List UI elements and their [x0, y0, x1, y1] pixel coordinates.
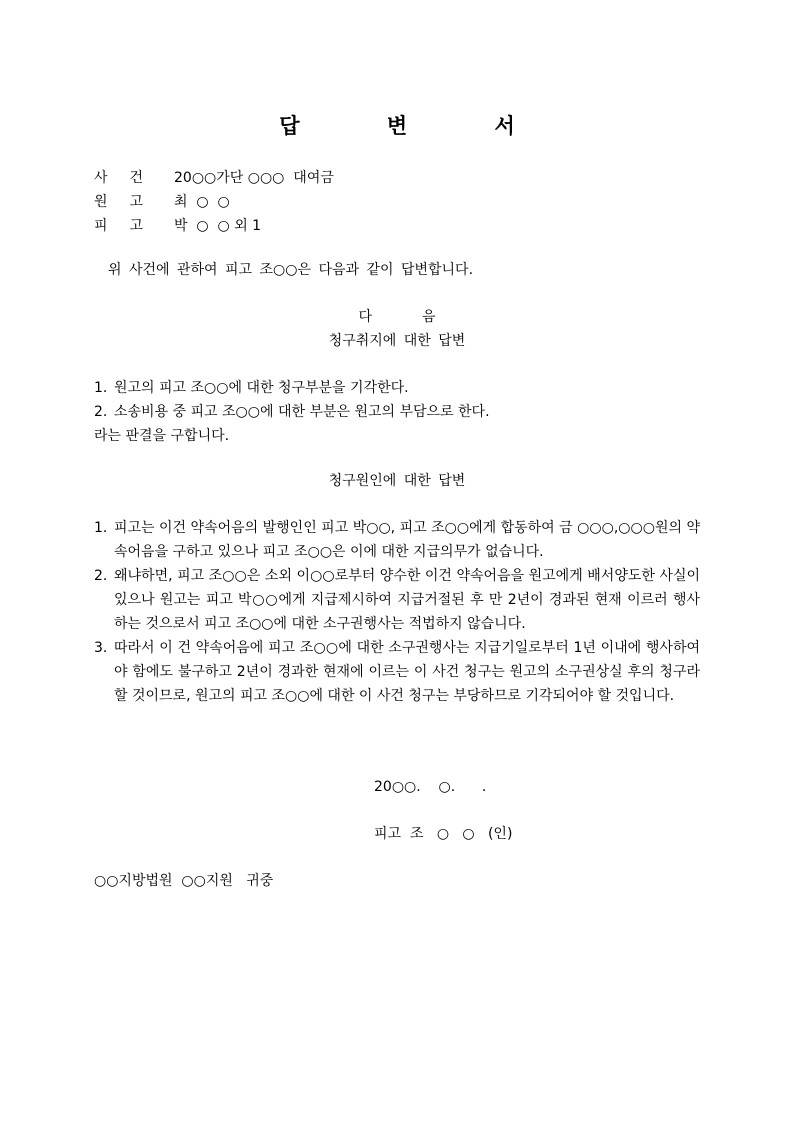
item-number: 2.	[94, 568, 108, 584]
case-row-case	[94, 166, 334, 190]
plaintiff-value: 최 ○ ○	[174, 194, 230, 210]
claim-closing: 라는 판결을 구합니다.	[94, 428, 230, 444]
case-row-defendant	[94, 214, 334, 238]
plaintiff-label: 원고	[94, 194, 166, 210]
cause-heading: 청구원인에 대한 답변	[328, 473, 466, 489]
defendant-label: 피고	[94, 218, 166, 234]
item-text: 피고는 이건 약속어음의 발행인인 피고 박○○, 피고 조○○에게 합동하여 금 ○○○,○○○원의 약속어음을 구하고 있으나 피고 조○○은 이에 대한 지급의무가 없습니다.	[114, 520, 700, 560]
intro-paragraph: 위 사건에 관하여 피고 조○○은 다음과 같이 답변합니다.	[108, 262, 474, 278]
cause-section	[94, 516, 700, 708]
item-text: 왜냐하면, 피고 조○○은 소외 이○○로부터 양수한 이건 약속어음을 원고에게 배서양도한 사실이 있으나 원고는 피고 박○○에게 지급제시하여 지급거절된 후 만 2년이 경과된 현재 이르러 행사하는 것으로서 피고 조○○에 대한 소구권행사는 적법하지 않습니다.	[114, 568, 700, 632]
cause-item	[94, 636, 700, 708]
item-number: 1.	[94, 520, 108, 536]
case-value: 20○○가단 ○○○ 대여금	[174, 170, 334, 186]
claim-section	[94, 376, 700, 448]
document-date: 20○○. ○. .	[374, 779, 487, 795]
document-title: 답 변 서	[279, 114, 555, 138]
cause-item	[94, 516, 700, 564]
court-addressee: ○○지방법원 ○○지원 귀중	[94, 873, 274, 889]
item-number: 1.	[94, 380, 108, 396]
claim-item	[94, 376, 700, 400]
item-number: 3.	[94, 640, 108, 656]
claim-item	[94, 400, 700, 424]
item-text: 소송비용 중 피고 조○○에 대한 부분은 원고의 부담으로 한다.	[114, 404, 490, 420]
case-label: 사건	[94, 170, 166, 186]
cause-item	[94, 564, 700, 636]
next-heading: 다음	[358, 309, 486, 325]
case-info	[94, 166, 334, 238]
item-text: 따라서 이 건 약속어음에 피고 조○○에 대한 소구권행사는 지급기일로부터 1년 이내에 행사하여야 함에도 불구하고 2년이 경과한 현재에 이르는 이 사건 청구는 원고의 소구권상실 후의 청구라 할 것이므로, 원고의 피고 조○○에 대한 이 사건 청구는 부당하므로 기각되어야 할 것입니다.	[114, 640, 700, 704]
case-row-plaintiff	[94, 190, 334, 214]
claim-heading: 청구취지에 대한 답변	[328, 333, 466, 349]
item-number: 2.	[94, 404, 108, 420]
item-text: 원고의 피고 조○○에 대한 청구부분을 기각한다.	[114, 380, 409, 396]
signature-line: 피고 조 ○ ○ (인)	[374, 826, 513, 842]
defendant-value: 박 ○ ○ 외 1	[174, 218, 262, 234]
